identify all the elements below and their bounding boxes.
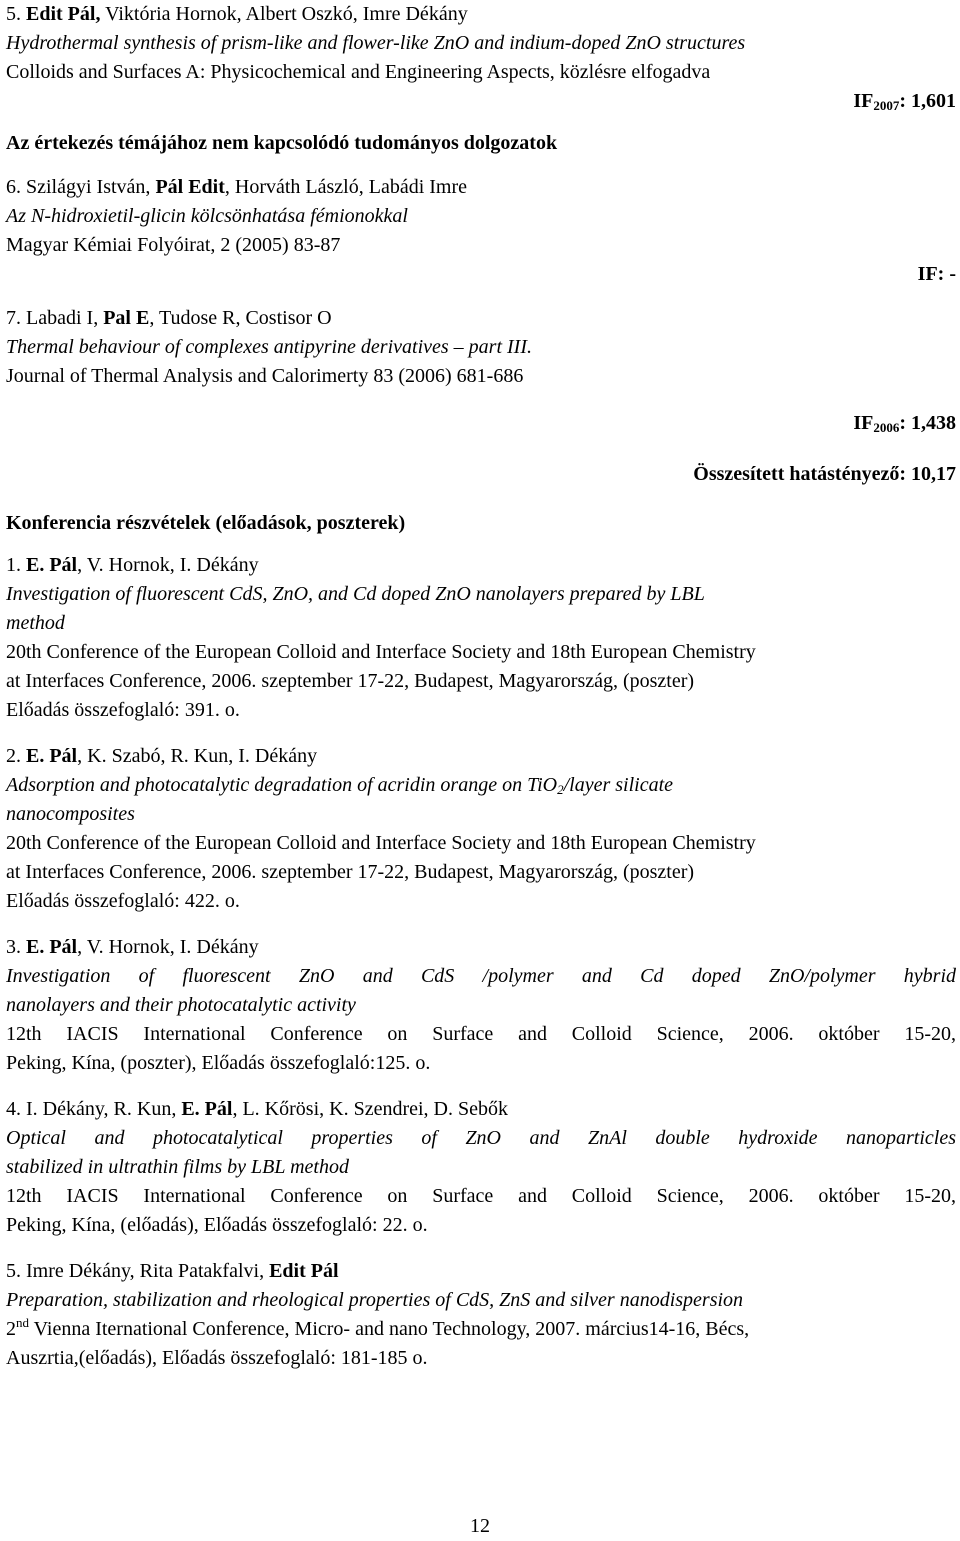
own-author-name: E. Pál xyxy=(26,554,78,576)
conference-title: Investigation of fluorescent ZnO and CdS /polymer and Cd doped ZnO/polymer hybrid xyxy=(6,965,956,987)
conference-authors: 2. E. Pál, K. Szabó, R. Kun, I. Dékány xyxy=(6,745,318,767)
own-author-name: Edit Pál xyxy=(269,1260,339,1282)
publication-number: 5. xyxy=(6,3,21,25)
conference-venue: 12th IACIS International Conference on Surface and Colloid Science, 2006. október 15-20, xyxy=(6,1185,956,1207)
conference-venue: 20th Conference of the European Colloid and Interface Society and 18th European Chemistry xyxy=(6,641,756,663)
publication-journal: Colloids and Surfaces A: Physicochemical and Engineering Aspects, közlésre elfogadva xyxy=(6,61,711,83)
own-author-name: Pal E xyxy=(103,307,150,329)
publication-title: Az N-hidroxietil-glicin kölcsönhatása fémionokkal xyxy=(6,205,408,227)
own-author-name: E. Pál xyxy=(181,1098,233,1120)
conference-5 xyxy=(6,1257,956,1373)
conference-title-cont: stabilized in ultrathin films by LBL method xyxy=(6,1156,349,1178)
impact-factor: IF: - xyxy=(917,263,956,285)
coauthors: Viktória Hornok, Albert Oszkó, Imre Dékány xyxy=(100,3,468,25)
conference-title: Optical and photocatalytical properties of ZnO and ZnAl double hydroxide nanoparticles xyxy=(6,1127,956,1149)
publication-title: Thermal behaviour of complexes antipyrine derivatives – part III. xyxy=(6,336,532,358)
impact-factor: $IF_{2006}$: 1,438 xyxy=(853,412,956,435)
conference-title: Investigation of fluorescent CdS, ZnO, and Cd doped ZnO nanolayers prepared by LBL xyxy=(6,583,705,605)
publication-authors: 6. Szilágyi István, Pál Edit, Horváth László, Labádi Imre xyxy=(6,176,468,198)
conference-title-cont: nanolayers and their photocatalytic activity xyxy=(6,994,356,1016)
conference-authors: 4. I. Dékány, R. Kun, E. Pál, L. Kőrösi, K. Szendrei, D. Sebők xyxy=(6,1098,508,1120)
total-impact-factor: Összesített hatástényező: 10,17 xyxy=(693,463,956,485)
section-heading-conferences: Konferencia részvételek (előadások, poszterek) xyxy=(6,512,406,534)
publication-journal: Journal of Thermal Analysis and Calorimerty 83 (2006) 681-686 xyxy=(6,365,524,387)
conference-venue-cont: at Interfaces Conference, 2006. szeptember 17-22, Budapest, Magyarország, (poszter) xyxy=(6,861,695,883)
own-author-name: E. Pál xyxy=(26,745,78,767)
conference-abstract-page: Előadás összefoglaló: 391. o. xyxy=(6,699,240,721)
conference-title: Adsorption and photocatalytic degradation of acridin orange on TiO$_2$/layer silicate xyxy=(6,774,674,797)
conference-4 xyxy=(6,1095,956,1240)
own-author-name: E. Pál xyxy=(26,936,78,958)
page-number: 12 xyxy=(470,1515,490,1537)
document-page xyxy=(6,0,956,1373)
conference-venue: 20th Conference of the European Colloid and Interface Society and 18th European Chemistry xyxy=(6,832,756,854)
section-heading-unrelated-papers: Az értekezés témájához nem kapcsolódó tudományos dolgozatok xyxy=(6,132,558,154)
conference-authors: 1. E. Pál, V. Hornok, I. Dékány xyxy=(6,554,259,576)
publication-title: Hydrothermal synthesis of prism-like and flower-like ZnO and indium-doped ZnO structures xyxy=(6,32,746,54)
conference-venue-cont: Auszrtia,(előadás), Előadás összefoglaló: 181-185 o. xyxy=(6,1347,428,1369)
publication-6 xyxy=(6,173,956,289)
conference-venue-cont: Peking, Kína, (poszter), Előadás összefoglaló:125. o. xyxy=(6,1052,431,1074)
conference-authors: 5. Imre Dékány, Rita Patakfalvi, Edit Pál xyxy=(6,1260,339,1282)
conference-venue: 2nd Vienna Iternational Conference, Micro- and nano Technology, 2007. március14-16, Bécs, xyxy=(6,1315,750,1340)
publication-authors xyxy=(6,0,956,29)
conference-venue-cont: at Interfaces Conference, 2006. szeptember 17-22, Budapest, Magyarország, (poszter) xyxy=(6,670,695,692)
conference-title-cont: nanocomposites xyxy=(6,803,135,825)
conference-title: Preparation, stabilization and rheological properties of CdS, ZnS and silver nanodispersion xyxy=(6,1289,744,1311)
conference-abstract-page: Előadás összefoglaló: 422. o. xyxy=(6,890,240,912)
publication-7 xyxy=(6,304,956,438)
publication-authors: 7. Labadi I, Pal E, Tudose R, Costisor O xyxy=(6,307,332,329)
conference-venue: 12th IACIS International Conference on Surface and Colloid Science, 2006. október 15-20, xyxy=(6,1023,956,1045)
own-author-name: Edit Pál, xyxy=(26,3,101,25)
publication-journal: Magyar Kémiai Folyóirat, 2 (2005) 83-87 xyxy=(6,234,341,256)
conference-venue-cont: Peking, Kína, (előadás), Előadás összefoglaló: 22. o. xyxy=(6,1214,428,1236)
impact-factor: $IF_{2007}$: 1,601 xyxy=(853,90,956,113)
publication-5 xyxy=(6,0,956,116)
conference-2 xyxy=(6,742,956,916)
conference-title-cont: method xyxy=(6,612,65,634)
own-author-name: Pál Edit xyxy=(155,176,225,198)
conference-1 xyxy=(6,551,956,725)
conference-3 xyxy=(6,933,956,1078)
conference-authors: 3. E. Pál, V. Hornok, I. Dékány xyxy=(6,936,259,958)
